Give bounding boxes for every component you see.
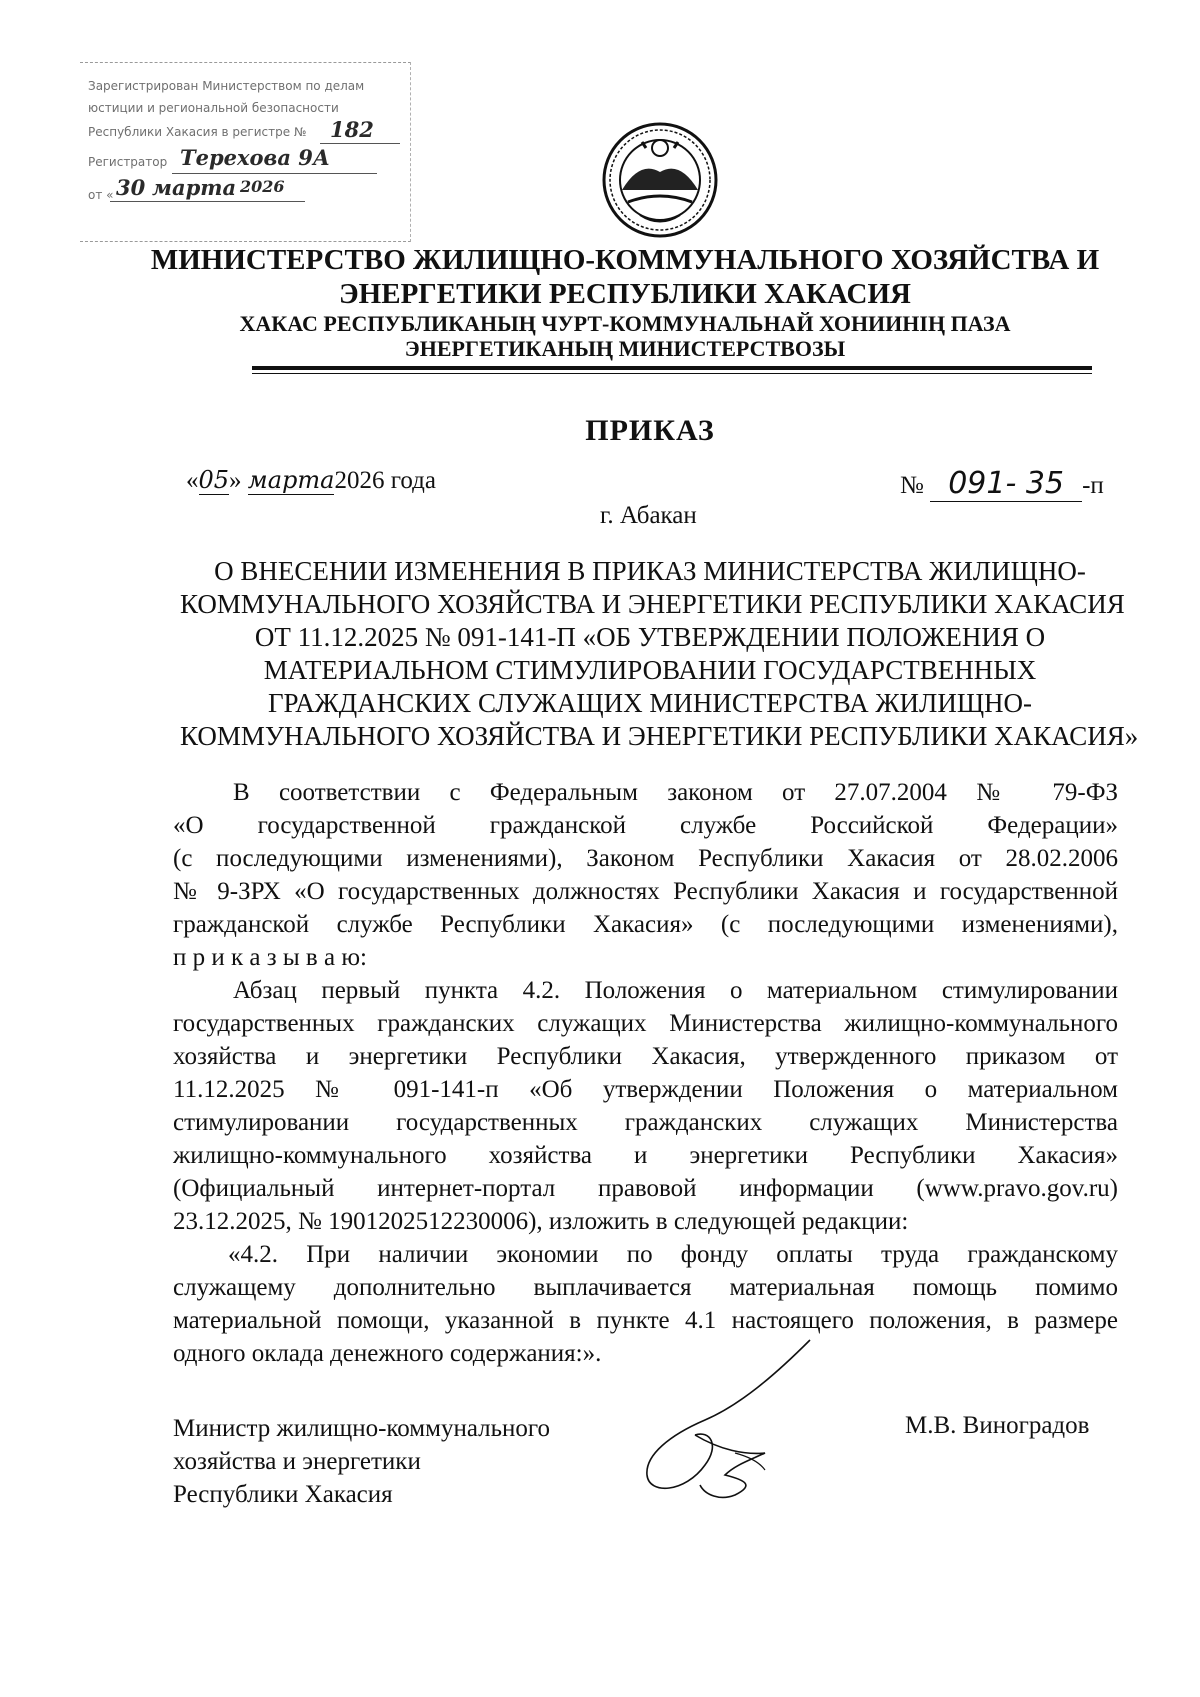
header-line-1: МИНИСТЕРСТВО ЖИЛИЩНО-КОММУНАЛЬНОГО ХОЗЯЙСТВА И: [150, 244, 1100, 276]
title-line: КОММУНАЛЬНОГО ХОЗЯЙСТВА И ЭНЕРГЕТИКИ РЕСПУБЛИКИ ХАКАСИЯ: [180, 589, 1125, 619]
order-number-value: 091- 35: [930, 466, 1082, 502]
paragraph-line: жилищно-коммунального хозяйства и энергетики Республики Хакасия»: [173, 1142, 1118, 1169]
header-rule-thick: [252, 366, 1092, 370]
paragraph-line: служащему дополнительно выплачивается материальная помощь помимо: [173, 1274, 1118, 1301]
date-quote-open: «: [186, 467, 199, 494]
stamp-line-1: Зарегистрирован Министерством по делам: [88, 79, 365, 93]
title-line: ГРАЖДАНСКИХ СЛУЖАЩИХ МИНИСТЕРСТВА ЖИЛИЩНО-: [267, 688, 1033, 718]
stamp-reg-year: 2026: [240, 177, 285, 196]
paragraph-line: материальной помощи, указанной в пункте 4.1 настоящего положения, в размере: [173, 1307, 1118, 1334]
title-line: КОММУНАЛЬНОГО ХОЗЯЙСТВА И ЭНЕРГЕТИКИ РЕСПУБЛИКИ ХАКАСИЯ»: [180, 721, 1139, 751]
paragraph-line: 11.12.2025 № 091-141-п «Об утверждении Положения о материальном: [173, 1076, 1118, 1103]
order-number: [900, 466, 1104, 502]
header-line-3: ХАКАС РЕСПУБЛИКАНЫҢ ЧУРТ-КОММУНАЛЬНАЙ ХОНИИНIҢ ПАЗА: [239, 311, 1011, 336]
stamp-reg-day: 30: [116, 175, 146, 200]
order-date: [186, 466, 436, 495]
paragraph-line: государственных гражданских служащих Министерства жилищно-коммунального: [173, 1010, 1118, 1037]
header-line-4: ЭНЕРГЕТИКАНЫҢ МИНИСТЕРСТВОЗЫ: [404, 336, 846, 361]
paragraph-line: № 9-ЗРХ «О государственных должностях Республики Хакасия и государственной: [173, 878, 1118, 905]
stamp-line-4: Регистратор: [88, 155, 168, 169]
paragraph-line: одного оклада денежного содержания:».: [173, 1340, 602, 1367]
paragraph-line: (с последующими изменениями), Законом Республики Хакасия от 28.02.2006: [173, 845, 1118, 872]
date-quote-close: »: [229, 467, 242, 494]
paragraph-line: Абзац первый пункта 4.2. Положения о материальном стимулировании: [233, 977, 1118, 1004]
signatory-position: [173, 1412, 550, 1511]
order-day: 05: [198, 466, 230, 494]
order-city: г. Абакан: [600, 502, 697, 529]
stamp-registrar-name: Терехова 9А: [180, 145, 330, 170]
document-type: ПРИКАЗ: [585, 414, 715, 447]
paragraph-line: 23.12.2025, № 1901202512230006), изложить в следующей редакции:: [173, 1208, 909, 1235]
stamp-line-5-prefix: от «: [88, 188, 114, 202]
signatory-position-line: Министр жилищно-коммунального: [173, 1415, 551, 1442]
title-line: ОТ 11.12.2025 № 091-141-П «ОБ УТВЕРЖДЕНИИ ПОЛОЖЕНИЯ О: [254, 622, 1046, 652]
paragraph-line: «О государственной гражданской службе Российской Федерации»: [173, 812, 1118, 839]
paragraph-line: п р и к а з ы в а ю:: [173, 944, 367, 971]
header-rule-thin: [252, 373, 1092, 374]
registration-stamp: [80, 62, 411, 242]
paragraph-line: стимулировании государственных гражданских служащих Министерства: [173, 1109, 1118, 1136]
header-line-2: ЭНЕРГЕТИКИ РЕСПУБЛИКИ ХАКАСИЯ: [339, 278, 911, 310]
paragraph-line: «4.2. При наличии экономии по фонду оплаты труда гражданскому: [228, 1241, 1118, 1268]
stamp-line-2: юстиции и региональной безопасности: [88, 101, 339, 115]
paragraph-amendment: [173, 974, 1118, 1238]
title-line: О ВНЕСЕНИИ ИЗМЕНЕНИЯ В ПРИКАЗ МИНИСТЕРСТВА ЖИЛИЩНО-: [214, 556, 1086, 586]
order-year: 2026 года: [334, 467, 436, 494]
coat-of-arms-icon: [600, 120, 720, 240]
signatory-position-line: хозяйства и энергетики: [173, 1448, 421, 1475]
order-month: марта: [247, 466, 335, 494]
paragraph-line: хозяйства и энергетики Республики Хакасия, утвержденного приказом от: [173, 1043, 1118, 1070]
stamp-reg-number: 182: [330, 117, 374, 142]
signatory-name: М.В. Виноградов: [905, 1412, 1090, 1439]
stamp-reg-month: марта: [152, 175, 237, 200]
title-line: МАТЕРИАЛЬНОМ СТИМУЛИРОВАНИИ ГОСУДАРСТВЕННЫХ: [263, 655, 1037, 685]
order-number-prefix: №: [900, 472, 924, 499]
order-number-suffix: -п: [1082, 472, 1104, 499]
signatory-position-line: Республики Хакасия: [173, 1481, 393, 1508]
paragraph-line: (Официальный интернет-портал правовой информации (www.pravo.gov.ru): [173, 1175, 1118, 1202]
paragraph-preamble: [173, 776, 1118, 974]
stamp-line-3: Республики Хакасия в регистре №: [88, 125, 307, 139]
paragraph-line: В соответствии с Федеральным законом от 27.07.2004 № 79-ФЗ: [233, 779, 1118, 806]
paragraph-line: гражданской службе Республики Хакасия» (с последующими изменениями),: [173, 911, 1118, 938]
handwritten-signature: [625, 1335, 835, 1505]
